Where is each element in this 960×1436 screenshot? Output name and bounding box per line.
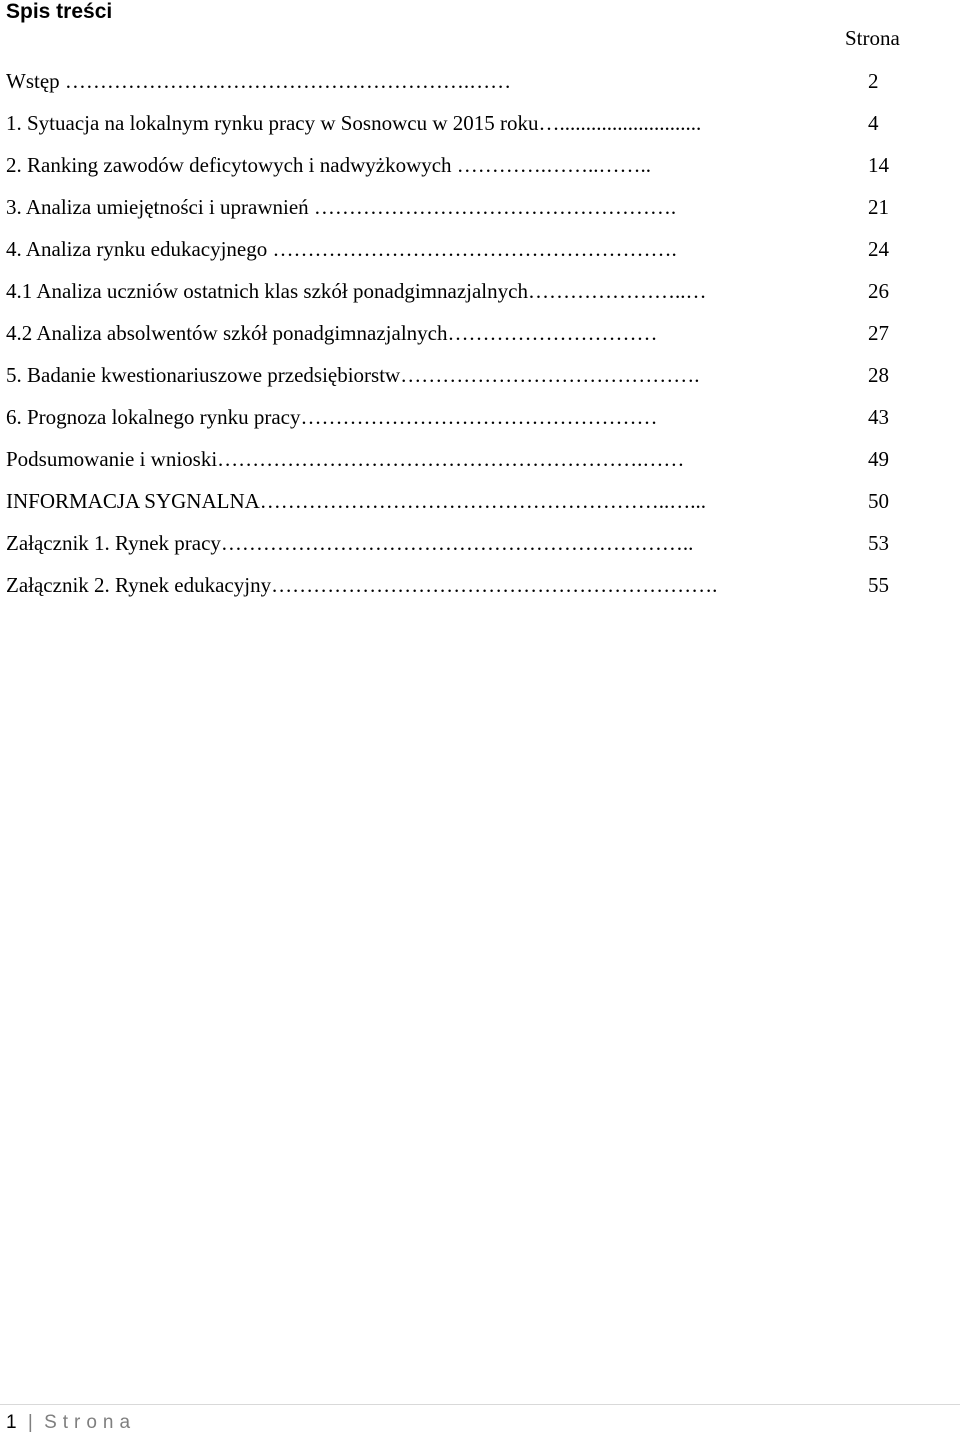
- page-column-header: Strona: [845, 26, 900, 50]
- toc-entry-page: 4: [868, 111, 879, 135]
- toc-title: Spis treści: [6, 0, 113, 23]
- footer-separator: |: [27, 1412, 33, 1433]
- toc-entry-text: Wstęp ………………………………………………….……: [6, 69, 512, 93]
- toc-entry-text: Podsumowanie i wnioski…………………………………………………….……: [6, 447, 685, 471]
- toc-entry-4-2[interactable]: [0, 320, 960, 362]
- toc-entry-text: 4. Analiza rynku edukacyjnego ………………………………………………….: [6, 237, 677, 261]
- toc-entry-page: 28: [868, 363, 889, 387]
- page-footer: [6, 1410, 136, 1436]
- toc-entry-page: 53: [868, 531, 889, 555]
- toc-entry-page: 2: [868, 69, 879, 93]
- toc-entry-wstep[interactable]: [0, 68, 960, 110]
- footer-page-number: 1: [6, 1412, 17, 1433]
- toc-entry-5[interactable]: [0, 362, 960, 404]
- toc-entry-text: 2. Ranking zawodów deficytowych i nadwyżkowych ………….……..……..: [6, 153, 652, 177]
- toc-entry-zalacznik-2[interactable]: [0, 572, 960, 614]
- footer-label: Strona: [44, 1412, 137, 1433]
- toc-entry-page: 27: [868, 321, 889, 345]
- toc-entry-2[interactable]: [0, 152, 960, 194]
- toc-entry-page: 24: [868, 237, 889, 261]
- toc-entry-4-1[interactable]: [0, 278, 960, 320]
- toc-entry-6[interactable]: [0, 404, 960, 446]
- toc-entry-text: Załącznik 1. Rynek pracy…………………………………………………………..: [6, 531, 694, 555]
- toc-entry-page: 43: [868, 405, 889, 429]
- toc-entry-text: 4.2 Analiza absolwentów szkół ponadgimnazjalnych…………………………: [6, 321, 658, 345]
- toc-entry-text: 1. Sytuacja na lokalnym rynku pracy w Sosnowcu w 2015 roku…...........................: [6, 111, 702, 135]
- toc-entry-1[interactable]: [0, 110, 960, 152]
- toc-entry-3[interactable]: [0, 194, 960, 236]
- footer-divider: [0, 1404, 960, 1405]
- toc-entry-zalacznik-1[interactable]: [0, 530, 960, 572]
- toc-entry-text: 4.1 Analiza uczniów ostatnich klas szkół ponadgimnazjalnych…………………..…: [6, 279, 707, 303]
- toc-entry-page: 26: [868, 279, 889, 303]
- toc-entry-page: 50: [868, 489, 889, 513]
- toc-entry-page: 55: [868, 573, 889, 597]
- toc-entry-text: 6. Prognoza lokalnego rynku pracy……………………………………………: [6, 405, 658, 429]
- toc-entry-informacja-sygnalna[interactable]: [0, 488, 960, 530]
- toc-entry-page: 14: [868, 153, 889, 177]
- toc-entry-text: 5. Badanie kwestionariuszowe przedsiębiorstw…………………………………….: [6, 363, 700, 387]
- toc-entry-text: 3. Analiza umiejętności i uprawnień …………………………………………….: [6, 195, 677, 219]
- toc-entry-page: 21: [868, 195, 889, 219]
- toc-entry-4[interactable]: [0, 236, 960, 278]
- toc-entry-text: INFORMACJA SYGNALNA…………………………………………………..…...: [6, 489, 707, 513]
- toc-entry-text: Załącznik 2. Rynek edukacyjny……………………………………………………….: [6, 573, 718, 597]
- toc-entry-podsumowanie[interactable]: [0, 446, 960, 488]
- toc-entry-page: 49: [868, 447, 889, 471]
- toc-list: [0, 68, 960, 614]
